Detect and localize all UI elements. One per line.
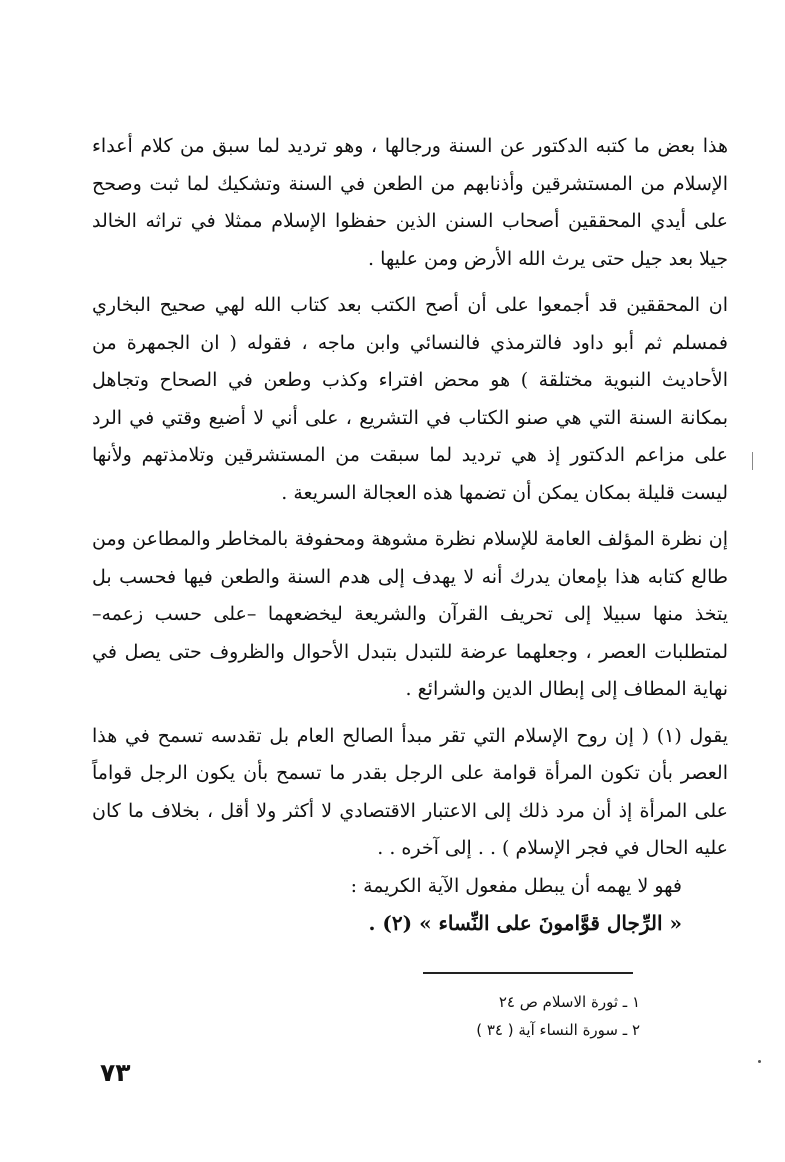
closing-line: فهو لا يهمه أن يبطل مفعول الآية الكريمة : [350, 874, 682, 897]
scan-speck [758, 1060, 761, 1063]
page-body-text [92, 128, 728, 943]
paragraph-1: هذا بعض ما كتبه الدكتور عن السنة ورجالها ، وهو ترديد لما سبق من كلام أعداء الإسلام من المستشرقين وأذنابهم من الطعن في السنة وتشكيك لما ثبت وصحح على أيدي المحققين أصحاب السنن الذين حفظوا الإسلام ممثلا في تراثه الخالد جيلا بعد جيل حتى يرث الله الأرض ومن عليها . [92, 135, 728, 270]
footnote-separator [423, 972, 633, 974]
margin-mark [752, 452, 753, 470]
quran-verse: « الرِّجال قوَّامونَ على النِّساء » (٢) . [368, 911, 682, 935]
paragraph-4: يقول (١) ( إن روح الإسلام التي تقر مبدأ الصالح العام بل تقدسه تسمح في هذا العصر بأن تكون المرأة قوامة على الرجل بقدر ما تسمح بأن يكون الرجل قواماً على المرأة إذ أن مرد ذلك إلى الاعتبار الاقتصادي لا أكثر ولا أقل ، بخلاف ما كان عليه الحال في فجر الإسلام ) . . إلى آخره . . [92, 724, 728, 859]
footnote-2: ٢ ـ سورة النساء آية ( ٣٤ ) [476, 1021, 640, 1039]
paragraph-3: إن نظرة المؤلف العامة للإسلام نظرة مشوهة ومحفوفة بالمخاطر والمطاعن ومن طالع كتابه هذا بإمعان يدرك أنه لا يهدف إلى هدم السنة والطعن فيها فحسب بل يتخذ منها سبيلا إلى تحريف القرآن والشريعة ليخضعهما –على حسب زعمه– لمتطلبات العصر ، وجعلهما عرضة للتبدل بتبدل الأحوال والظروف حتى يصل في نهاية المطاف إلى إبطال الدين والشرائع . [92, 528, 728, 700]
paragraph-2: ان المحققين قد أجمعوا على أن أصح الكتب بعد كتاب الله لهي صحيح البخاري فمسلم ثم أبو داود فالترمذي فالنسائي وابن ماجه ، فقوله ( ان الجمهرة من الأحاديث النبوية مختلقة ) هو محض افتراء وكذب وطعن في الصحاح وتجاهل بمكانة السنة التي هي صنو الكتاب في التشريع ، على أني لا أضيع وقتي في الرد على مزاعم الدكتور إذ هي ترديد لما سبقت من المستشرقين وتلامذتهم ولأنها ليست قليلة بمكان يمكن أن تضمها هذه العجالة السريعة . [92, 294, 728, 504]
page-number: ٧٣ [100, 1058, 131, 1087]
footnotes [340, 988, 640, 1044]
footnote-1: ١ ـ ثورة الاسلام ص ٢٤ [498, 993, 640, 1011]
